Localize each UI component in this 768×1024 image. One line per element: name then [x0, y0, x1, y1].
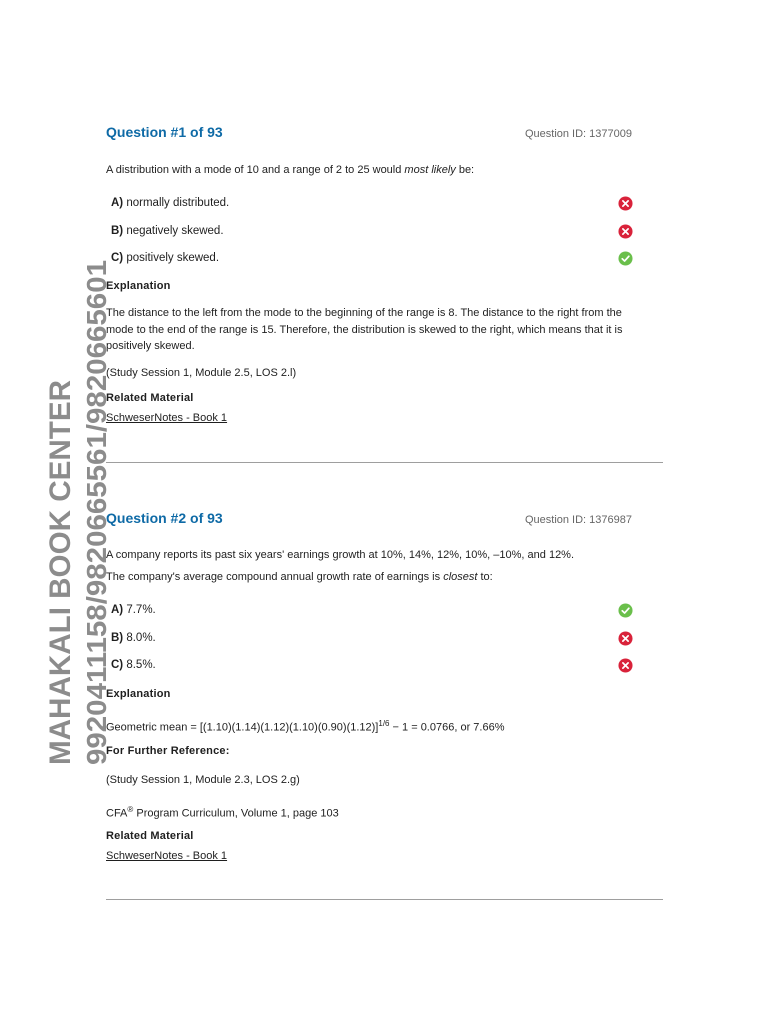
- question-id: Question ID: 1377009: [524, 128, 632, 140]
- question-title: Question #1 of 93: [106, 124, 223, 140]
- stem-text-end: to:: [477, 571, 493, 583]
- related-material-label: Related Material: [106, 392, 194, 404]
- stem-text-end: be:: [455, 164, 475, 176]
- study-reference: (Study Session 1, Module 2.3, LOS 2.g): [106, 774, 300, 786]
- answer-letter: A): [111, 197, 124, 209]
- curriculum-reference: [106, 802, 339, 822]
- correct-icon: [618, 603, 633, 618]
- geometric-mean-formula: [106, 716, 504, 736]
- incorrect-icon: [618, 196, 633, 211]
- answer-text: negatively skewed.: [126, 224, 224, 237]
- answer-option-c[interactable]: [106, 656, 663, 684]
- further-reference-label: For Further Reference:: [106, 745, 230, 757]
- answer-letter: C): [111, 659, 124, 671]
- watermark-line1: MAHAKALI BOOK CENTER: [44, 375, 77, 765]
- answer-list: [106, 601, 663, 684]
- registered-mark: ®: [127, 805, 134, 814]
- incorrect-icon: [618, 658, 633, 673]
- answer-option-b[interactable]: [106, 629, 663, 657]
- formula-result: − 1 = 0.0766, or 7.66%: [389, 721, 505, 734]
- answer-option-c[interactable]: [106, 249, 663, 277]
- answer-letter: A): [111, 604, 124, 616]
- answer-letter: B): [111, 224, 124, 237]
- answer-text: 8.5%.: [126, 659, 156, 671]
- explanation-text: The distance to the left from the mode to the beginning of the range is 8. The distance to the right from the mode to the end of the range is 15. Therefore, the distribution is skewed to the right, which means that it is positively skewed.: [106, 307, 623, 352]
- divider: [106, 462, 663, 463]
- question-id: Question ID: 1376987: [524, 514, 632, 526]
- stem-emphasis: closest: [443, 571, 478, 583]
- watermark-line2: 9920411158/9820665561/9820665601: [81, 285, 112, 765]
- correct-icon: [618, 251, 633, 266]
- answer-option-a[interactable]: [106, 601, 663, 629]
- answer-letter: B): [111, 631, 124, 644]
- answer-text: positively skewed.: [126, 252, 220, 264]
- answer-text: normally distributed.: [126, 197, 230, 209]
- stem-text: The company's average compound annual growth rate of earnings is: [106, 571, 444, 583]
- answer-text: 8.0%.: [126, 631, 156, 644]
- answer-option-b[interactable]: [106, 222, 663, 250]
- related-material-link[interactable]: SchweserNotes - Book 1: [106, 412, 228, 424]
- stem-emphasis: most likely: [404, 164, 456, 176]
- incorrect-icon: [618, 631, 633, 646]
- formula-exponent: 1/6: [378, 719, 390, 728]
- question-header: [106, 124, 663, 148]
- study-reference: (Study Session 1, Module 2.5, LOS 2.l): [106, 367, 297, 379]
- question-title: Question #2 of 93: [106, 510, 223, 526]
- question-stem-line1: A company reports its past six years' earnings growth at 10%, 14%, 12%, 10%, –10%, and 12%.: [106, 549, 575, 561]
- answer-letter: C): [111, 252, 124, 264]
- explanation-label: Explanation: [106, 280, 171, 292]
- question-header: [106, 510, 663, 534]
- answer-list: [106, 194, 663, 277]
- answer-text: 7.7%.: [126, 604, 156, 616]
- cfa-text: CFA: [106, 807, 128, 820]
- related-material-label: Related Material: [106, 830, 194, 842]
- divider: [106, 899, 663, 900]
- stem-text: A distribution with a mode of 10 and a range of 2 to 25 would: [106, 164, 405, 176]
- answer-option-a[interactable]: [106, 194, 663, 222]
- question-stem-line2: [106, 569, 493, 586]
- watermark-svg: [20, 260, 112, 770]
- formula-text: Geometric mean = [(1.10)(1.14)(1.12)(1.10)(0.90)(1.12)]: [106, 721, 379, 734]
- curriculum-text: Program Curriculum, Volume 1, page 103: [133, 807, 339, 820]
- explanation-label: Explanation: [106, 688, 171, 700]
- incorrect-icon: [618, 224, 633, 239]
- watermark: [20, 260, 112, 770]
- question-stem: [106, 162, 474, 179]
- related-material-link[interactable]: SchweserNotes - Book 1: [106, 850, 228, 862]
